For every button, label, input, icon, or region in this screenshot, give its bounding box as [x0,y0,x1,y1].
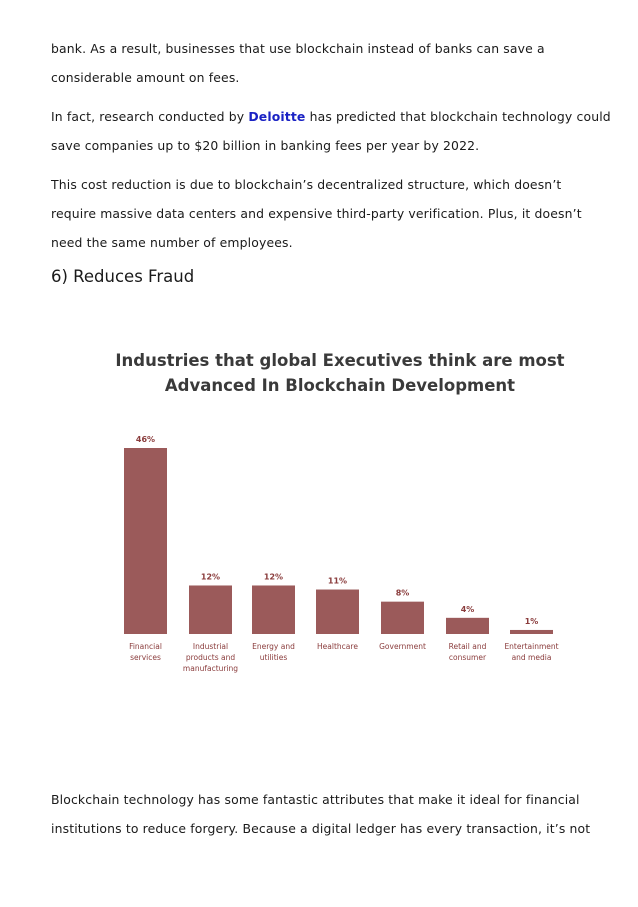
chart-category-label: Energy and [252,642,295,651]
chart-value-label: 11% [327,576,348,586]
paragraph-line: institutions to reduce forgery. Because a digital ledger has every transaction, it’s not [51,821,591,836]
chart-title-line: Industries that global Executives think are most [115,351,565,370]
chart-category-label: Healthcare [317,642,358,651]
paragraph-text: has predicted that blockchain technology could [305,109,611,124]
paragraph-line: considerable amount on fees. [51,70,240,85]
paragraph-fraud [51,785,611,843]
paragraph-line: save companies up to $20 billion in banking fees per year by 2022. [51,138,480,153]
chart-value-label: 46% [135,435,156,444]
chart-bar [316,590,359,634]
chart-bar [252,585,295,634]
chart-category-label: manufacturing [182,664,239,673]
paragraph-line: require massive data centers and expensive third-party verification. Plus, it doesn’t [51,206,582,221]
chart-category-label: products and [185,653,236,662]
paragraph-line: This cost reduction is due to blockchain’s decentralized structure, which doesn’t [51,177,562,192]
chart-category-label: consumer [448,653,487,662]
chart-category-label: services [130,653,161,662]
chart-title-line: Advanced In Blockchain Development [164,376,516,395]
chart-category-label: Retail and [448,642,487,651]
paragraph-line: Blockchain technology has some fantastic attributes that make it ideal for financial [51,792,580,807]
chart-bar [381,602,424,634]
section-heading: 6) Reduces Fraud [51,267,195,286]
chart-value-label: 12% [263,572,284,582]
chart-category-label: utilities [259,653,288,662]
chart-category-label: Industrial [192,642,229,651]
chart-category-label: Entertainment [504,642,559,651]
chart-value-label: 1% [524,616,539,626]
chart-bar [446,618,489,634]
deloitte-link[interactable]: Deloitte [248,109,306,124]
chart-category-label: Government [379,642,426,651]
chart-value-label: 4% [460,604,475,614]
paragraph-text: In fact, research conducted by [51,109,249,124]
chart-bar [189,585,232,634]
chart-value-label: 12% [200,572,221,582]
chart-bar [510,630,553,634]
paragraph-line: bank. As a result, businesses that use blockchain instead of banks can save a [51,41,545,56]
chart-category-label: Financial [129,642,162,651]
chart-value-label: 8% [395,588,410,598]
paragraph-line: need the same number of employees. [51,235,293,250]
chart-category-label: and media [511,653,552,662]
chart-bar [124,448,167,634]
